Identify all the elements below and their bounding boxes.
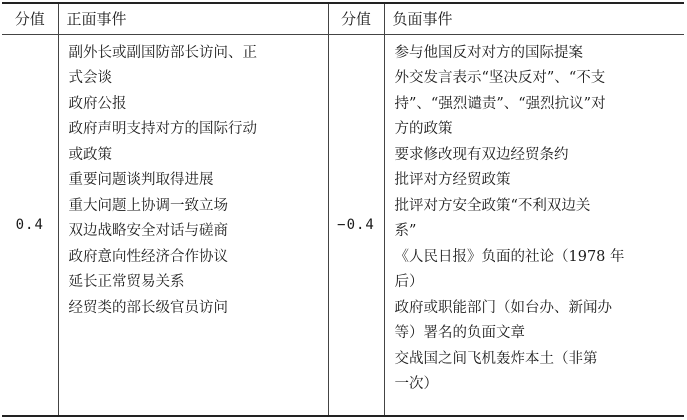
header-row xyxy=(2,4,684,34)
list-item: 一次） xyxy=(394,376,438,392)
list-item: 政府或职能部门（如台办、新闻办 xyxy=(394,299,612,316)
list-item: 经贸类的部长级官员访问 xyxy=(68,299,228,316)
list-item: 政府意向性经济合作协议 xyxy=(68,248,228,265)
list-item: 参与他国反对对方的国际提案 xyxy=(394,44,583,61)
positive-events-header: 正面事件 xyxy=(58,4,328,34)
negative-events-cell xyxy=(384,34,684,415)
list-item: 等）署名的负面文章 xyxy=(394,325,525,341)
list-item: 批评对方安全政策“不利双边关 xyxy=(394,197,591,214)
table-row xyxy=(2,34,684,415)
list-item: 政府声明支持对方的国际行动 xyxy=(68,121,257,137)
list-item: 重大问题上协调一致立场 xyxy=(68,197,228,214)
score-header-positive: 分值 xyxy=(2,4,58,34)
positive-events-cell xyxy=(58,34,328,415)
list-item: 后） xyxy=(394,274,424,290)
list-item: 双边战略安全对话与磋商 xyxy=(68,223,228,239)
list-item: 方的政策 xyxy=(394,121,453,137)
list-item: 式会谈 xyxy=(68,70,112,86)
score-header-negative: 分值 xyxy=(328,4,384,34)
event-table xyxy=(2,4,684,415)
negative-events-header: 负面事件 xyxy=(384,4,684,34)
list-item: 交战国之间飞机轰炸本土（非第 xyxy=(394,350,598,367)
event-score-table xyxy=(2,2,684,417)
list-item: 持”、“强烈谴责”、“强烈抗议”对 xyxy=(394,95,606,112)
list-item: 《人民日报》负面的社论（1978 年 xyxy=(394,248,625,265)
list-item: 副外长或副国防部长访问、正 xyxy=(68,44,257,61)
negative-score: −0.4 xyxy=(328,34,384,415)
positive-score: 0.4 xyxy=(2,34,58,415)
list-item: 系” xyxy=(394,223,417,239)
list-item: 或政策 xyxy=(68,146,112,163)
list-item: 外交发言表示“坚决反对”、“不支 xyxy=(394,70,606,86)
list-item: 批评对方经贸政策 xyxy=(394,172,511,188)
list-item: 延长正常贸易关系 xyxy=(68,274,185,290)
list-item: 政府公报 xyxy=(68,95,127,112)
list-item: 要求修改现有双边经贸条约 xyxy=(394,146,569,163)
list-item: 重要问题谈判取得进展 xyxy=(68,172,214,188)
